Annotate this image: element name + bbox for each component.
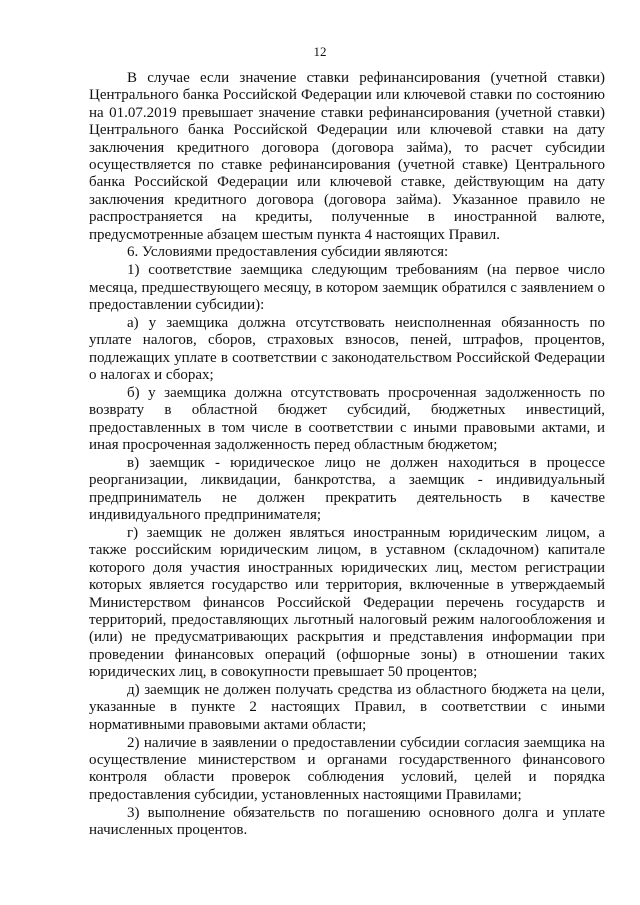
- document-body: [89, 70, 605, 840]
- paragraph-condition-1d: д) заемщик не должен получать средства из областного бюджета на цели, указанные в пункте 2 настоящих Правил, в соответствии с иными нормативными правовыми актами области;: [89, 681, 605, 733]
- paragraph-condition-2: 2) наличие в заявлении о предоставлении субсидии согласия заемщика на осуществление министерством и органами государственного финансового контроля области проверок соблюдения условий, целей и порядка предоставления субсидии, установленных настоящими Правилами;: [89, 734, 605, 803]
- paragraph-condition-1g: г) заемщик не должен являться иностранным юридическим лицом, а также российским юридическим лицом, в уставном (складочном) капитале которого доля участия иностранных юридических лиц, местом регистрации которых является государство или территория, включенные в утверждаемый Министерством финансов Российской Федерации перечень государств и территорий, предоставляющих льготный налоговый режим налогообложения и (или) не предусматривающих раскрытия и представления информации при проведении финансовых операций (офшорные зоны) в отношении таких юридических лиц, в совокупности превышает 50 процентов;: [89, 524, 605, 681]
- paragraph-condition-1v: в) заемщик - юридическое лицо не должен находиться в процессе реорганизации, ликвидации, банкротства, а заемщик - индивидуальный предприниматель не должен прекратить деятельность в качестве индивидуального предпринимателя;: [89, 454, 605, 524]
- paragraph-refinancing-rate: В случае если значение ставки рефинансирования (учетной ставки) Центрального банка Российской Федерации или ключевой ставки по состоянию на 01.07.2019 превышает значение ставки рефинансирования (учетной ставки) Центрального банка Российской Федерации или ключевой ставки на дату заключения кредитного договора (договора займа), то расчет субсидии осуществляется по ставке рефинансирования (учетной ставке) Центрального банка Российской Федерации или ключевой ставке, действующим на дату заключения кредитного договора (договора займа). Указанное правило не распространяется на кредиты, полученные в иностранной валюте, предусмотренные абзацем шестым пункта 4 настоящих Правил.: [89, 70, 605, 243]
- paragraph-condition-1: 1) соответствие заемщика следующим требованиям (на первое число месяца, предшествующего месяцу, в котором заемщик обратился с заявлением о предоставлении субсидии):: [89, 262, 605, 314]
- paragraph-condition-3: 3) выполнение обязательств по погашению основного долга и уплате начисленных процентов.: [89, 804, 605, 838]
- paragraph-condition-1a: а) у заемщика должна отсутствовать неисполненная обязанность по уплате налогов, сборов, страховых взносов, пеней, штрафов, процентов, подлежащих уплате в соответствии с законодательством Российской Федерации о налогах и сборах;: [89, 314, 605, 384]
- paragraph-item-6-heading: 6. Условиями предоставления субсидии являются:: [127, 244, 449, 261]
- page-number: 12: [313, 44, 327, 59]
- paragraph-condition-1b: б) у заемщика должна отсутствовать просроченная задолженность по возврату в областной бюджет субсидий, бюджетных инвестиций, предоставленных в том числе в соответствии с иными правовыми актами, и иная просроченная задолженность перед областным бюджетом;: [89, 384, 605, 454]
